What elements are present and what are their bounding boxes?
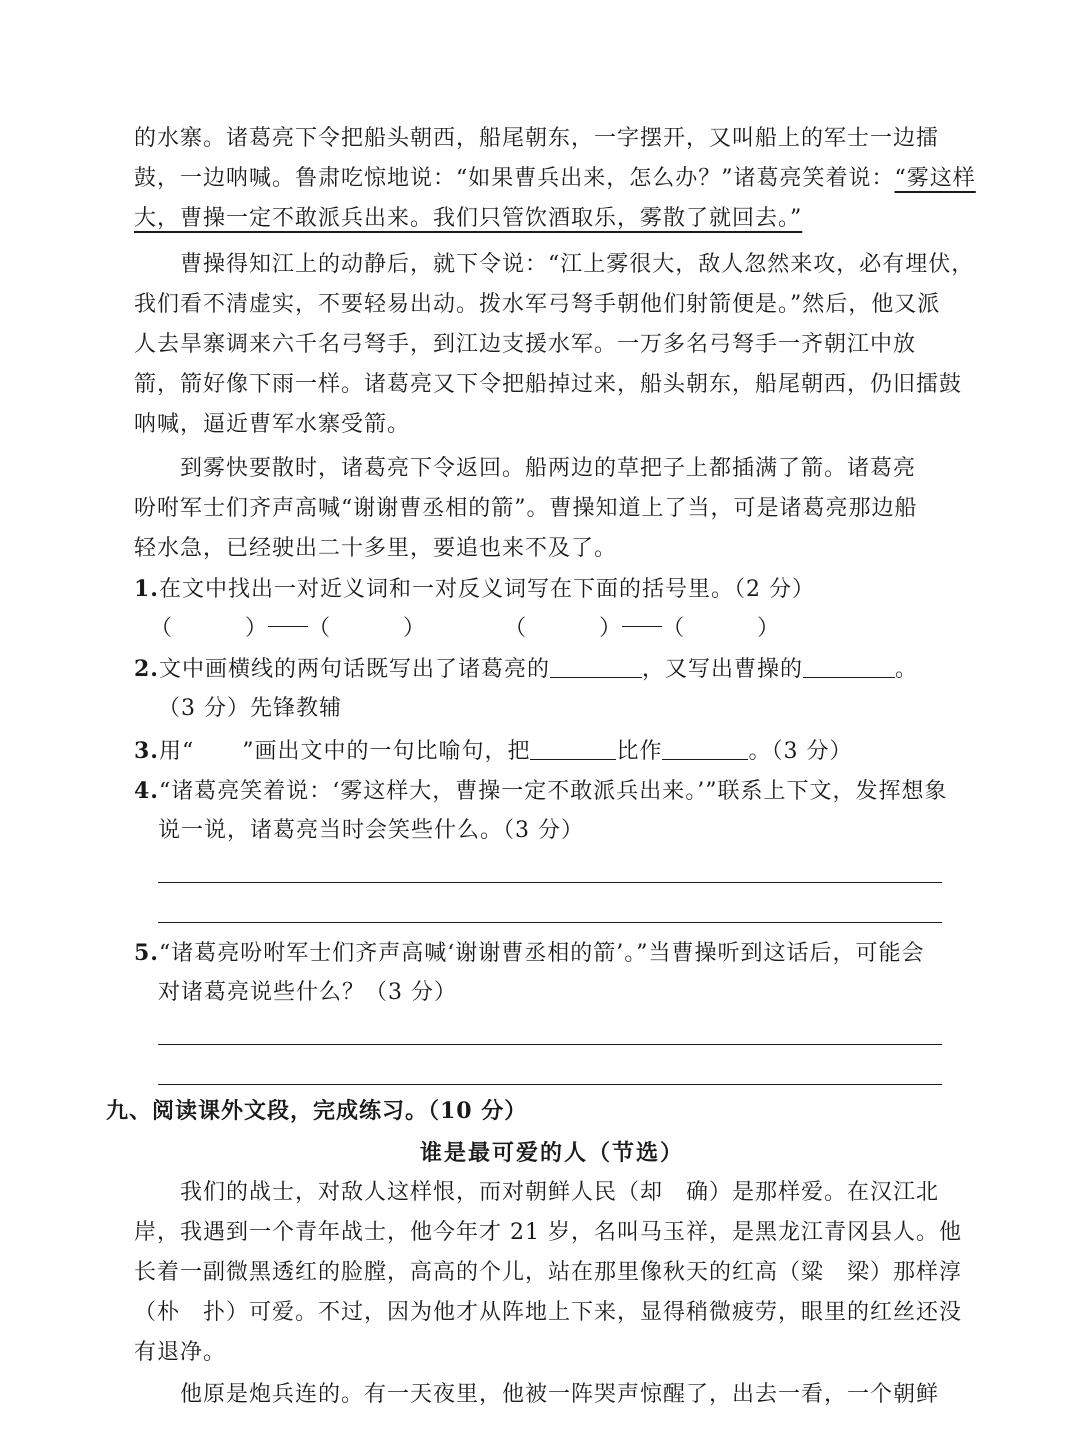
answer-blank[interactable] xyxy=(530,737,616,760)
paren-close: ） xyxy=(245,616,269,641)
paren-close: ） xyxy=(403,616,427,641)
question-3-text-a: 用“ xyxy=(158,739,195,764)
question-3-text-c: 比作 xyxy=(616,739,663,764)
answer-line[interactable] xyxy=(158,1044,942,1045)
question-3-text-b: ”画出文中的一句比喻句，把 xyxy=(242,739,531,764)
passage-line-11: 轻水急，已经驶出二十多里，要追也来不及了。 xyxy=(134,536,618,561)
answer-blank[interactable] xyxy=(550,655,642,678)
question-5-text-a: “诸葛亮吩咐军士们齐声高喊‘谢谢曹丞相的箭’。”当曹操听到这话后，可能会 xyxy=(158,941,925,966)
answer-line[interactable] xyxy=(158,922,942,923)
question-3-text-d: 。（3 分） xyxy=(748,739,853,764)
passage-line-6: 人去旱寨调来六千名弓弩手，到江边支援水军。一万多名弓弩手一齐朝江中放 xyxy=(134,332,917,357)
paren-open: （ xyxy=(308,616,332,641)
answer-line[interactable] xyxy=(158,882,942,883)
question-5-number: 5. xyxy=(134,940,159,966)
section-9-line-3: 长着一副微黑透红的脸膛，高高的个儿，站在那里像秋天的红高（粱 梁）那样淳 xyxy=(134,1260,963,1285)
passage-title: 谁是最可爱的人（节选） xyxy=(420,1140,685,1166)
question-1-number: 1. xyxy=(134,576,159,602)
paren-open: （ xyxy=(662,616,686,641)
question-2-score: （3 分）先锋教辅 xyxy=(158,696,342,721)
passage-line-8: 呐喊，逼近曹军水寨受箭。 xyxy=(134,412,411,437)
question-1-answer-parens[interactable] xyxy=(150,614,780,644)
paren-open: （ xyxy=(150,616,174,641)
question-4-number: 4. xyxy=(134,778,159,804)
section-9-line-4: （朴 扑）可爱。不过，因为他才从阵地上下来，显得稍微疲劳，眼里的红丝还没 xyxy=(134,1300,963,1325)
answer-line[interactable] xyxy=(158,1084,942,1085)
section-9-line-1: 我们的战士，对敌人这样恨，而对朝鲜人民（却 确）是那样爱。在汉江北 xyxy=(180,1180,940,1205)
question-3-number: 3. xyxy=(134,738,159,764)
passage-line-2-text: 鼓，一边呐喊。鲁肃吃惊地说：“如果曹兵出来，怎么办？”诸葛亮笑着说： xyxy=(134,166,895,191)
passage-line-1: 的水寨。诸葛亮下令把船头朝西，船尾朝东，一字摆开，又叫船上的军士一边擂 xyxy=(134,126,940,151)
question-2-number: 2. xyxy=(134,656,159,682)
paren-close: ） xyxy=(757,616,781,641)
question-1 xyxy=(134,574,815,605)
question-5-text-b: 对诸葛亮说些什么？（3 分） xyxy=(158,980,457,1005)
section-9-line-5: 有退净。 xyxy=(134,1340,227,1365)
answer-blank[interactable] xyxy=(662,737,748,760)
passage-line-4: 曹操得知江上的动静后，就下令说：“江上雾很大，敌人忽然来攻，必有埋伏， xyxy=(180,252,975,277)
question-2 xyxy=(134,654,918,685)
question-4-text-a: “诸葛亮笑着说：‘雾这样大，曹操一定不敢派兵出来。’”联系上下文，发挥想象 xyxy=(158,779,948,804)
question-5 xyxy=(134,938,924,969)
passage-line-2 xyxy=(134,164,976,194)
question-3 xyxy=(134,736,852,767)
passage-line-5: 我们看不清虚实，不要轻易出动。拨水军弓弩手朝他们射箭便是。”然后，他又派 xyxy=(134,292,941,317)
passage-line-7: 箭，箭好像下雨一样。诸葛亮又下令把船掉过来，船头朝东，船尾朝西，仍旧擂鼓 xyxy=(134,372,963,397)
section-9-heading: 九、阅读课外文段，完成练习。（10 分） xyxy=(106,1098,528,1124)
question-2-text-c: 。 xyxy=(895,657,919,682)
underlined-sentence-start: “雾这样 xyxy=(894,166,976,191)
paren-open: （ xyxy=(504,616,528,641)
passage-line-9: 到雾快要散时，诸葛亮下令返回。船两边的草把子上都插满了箭。诸葛亮 xyxy=(180,456,917,481)
paren-close: ） xyxy=(599,616,623,641)
wavy-underline-mark xyxy=(194,739,242,764)
question-2-text-b: ，又写出曹操的 xyxy=(641,657,803,682)
underlined-sentence: 大，曹操一定不敢派兵出来。我们只管饮酒取乐，雾散了就回去。” xyxy=(134,206,803,231)
question-4 xyxy=(134,776,947,807)
question-1-text: 在文中找出一对近义词和一对反义词写在下面的括号里。（2 分） xyxy=(158,577,815,602)
question-4-text-b: 说一说，诸葛亮当时会笑些什么。（3 分） xyxy=(158,818,584,843)
section-9-line-6: 他原是炮兵连的。有一天夜里，他被一阵哭声惊醒了，出去一看，一个朝鲜 xyxy=(180,1382,940,1407)
section-9-line-2: 岸，我遇到一个青年战士，他今年才 21 岁，名叫马玉祥，是黑龙江青冈县人。他 xyxy=(134,1220,962,1245)
question-2-text-a: 文中画横线的两句话既写出了诸葛亮的 xyxy=(158,657,550,682)
passage-line-10: 吩咐军士们齐声高喊“谢谢曹丞相的箭”。曹操知道上了当，可是诸葛亮那边船 xyxy=(134,496,918,521)
answer-blank[interactable] xyxy=(803,655,895,678)
